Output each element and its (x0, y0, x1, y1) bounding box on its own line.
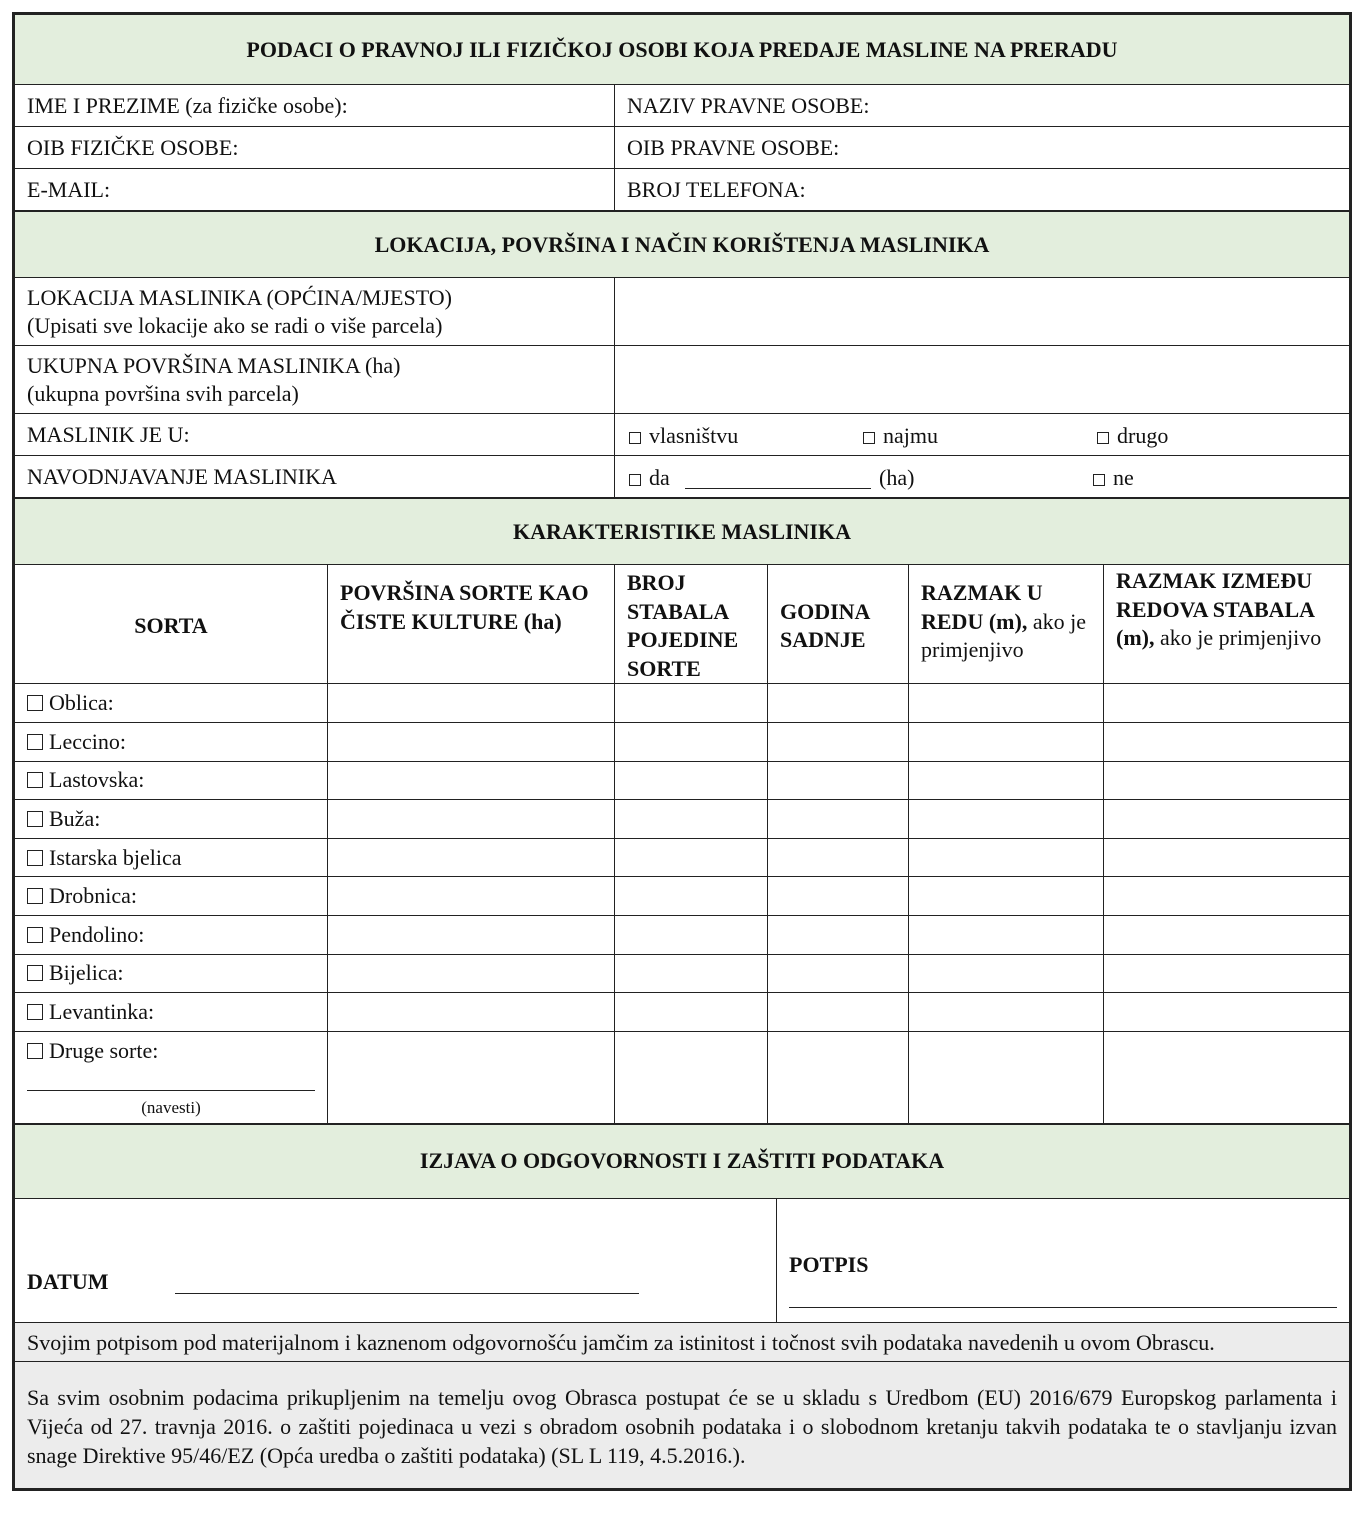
cell[interactable] (328, 954, 615, 993)
variety-row (15, 722, 1350, 761)
checkbox-icon[interactable] (863, 432, 875, 444)
cell[interactable] (909, 1031, 1104, 1123)
variety-rows (15, 684, 1350, 1031)
date-input[interactable] (175, 1293, 639, 1294)
variety-row (15, 954, 1350, 993)
area-input[interactable] (615, 346, 1350, 414)
variety-label: Oblica: (49, 690, 114, 716)
cell[interactable] (909, 877, 1104, 916)
cell[interactable] (615, 877, 768, 916)
cell[interactable] (1104, 838, 1350, 877)
cell[interactable] (1104, 915, 1350, 954)
irrigation-ha-input[interactable] (685, 468, 871, 489)
cell[interactable] (1104, 954, 1350, 993)
date-label: DATUM (27, 1268, 109, 1294)
section-declaration (14, 1124, 1350, 1489)
header-rest: ako je primjenjivo (1159, 625, 1322, 651)
ownership-options (615, 414, 1350, 456)
cell[interactable] (615, 722, 768, 761)
ha-unit: (ha) (879, 465, 915, 490)
variety-row (15, 761, 1350, 800)
cell[interactable] (328, 722, 615, 761)
cell[interactable] (768, 1031, 909, 1123)
checkbox-icon[interactable] (629, 432, 641, 444)
cell[interactable] (1104, 877, 1350, 916)
cell[interactable] (768, 684, 909, 723)
location-label-note: (Upisati sve lokacije ako se radi o više parcela) (27, 312, 443, 338)
email-field[interactable]: E-MAIL: (15, 169, 615, 211)
section-title-location: LOKACIJA, POVRŠINA I NAČIN KORIŠTENJA MASLINIKA (15, 212, 1350, 278)
cell[interactable] (768, 800, 909, 839)
cell[interactable] (615, 993, 768, 1032)
col-header-sorta: SORTA (15, 565, 328, 684)
cell[interactable] (615, 1031, 768, 1123)
col-header-razmak-red (909, 565, 1104, 684)
cell[interactable] (615, 838, 768, 877)
variety-row (15, 684, 1350, 723)
cell[interactable] (328, 1031, 615, 1123)
cell[interactable] (1104, 993, 1350, 1032)
variety-label: Drobnica: (49, 883, 137, 909)
cell[interactable] (328, 877, 615, 916)
cell[interactable] (909, 838, 1104, 877)
variety-label: Buža: (49, 805, 101, 831)
variety-cell[interactable] (15, 993, 328, 1032)
col-header-povrsina: POVRŠINA SORTE KAO ČISTE KULTURE (ha) (328, 565, 615, 684)
variety-cell[interactable] (15, 800, 328, 839)
cell[interactable] (768, 954, 909, 993)
navesti-note: (navesti) (141, 1097, 201, 1117)
variety-row (15, 877, 1350, 916)
cell[interactable] (615, 684, 768, 723)
olive-processing-form (12, 12, 1352, 1491)
cell[interactable] (768, 761, 909, 800)
signature-label: POTPIS (789, 1251, 869, 1277)
cell[interactable] (909, 954, 1104, 993)
option-label: Druge sorte: (49, 1037, 159, 1063)
checkbox-icon[interactable] (27, 734, 43, 750)
section-characteristics (14, 498, 1350, 1124)
option-label: drugo (1117, 423, 1169, 448)
variety-label: Istarska bjelica (49, 844, 182, 870)
cell[interactable] (1104, 1031, 1350, 1123)
area-label (15, 346, 615, 414)
cell[interactable] (328, 915, 615, 954)
variety-label: Leccino: (49, 728, 126, 754)
variety-row (15, 800, 1350, 839)
checkbox-icon[interactable] (27, 811, 43, 827)
col-header-godina: GODINA SADNJE (768, 565, 909, 684)
variety-row (15, 915, 1350, 954)
cell[interactable] (768, 993, 909, 1032)
cell[interactable] (909, 684, 1104, 723)
cell[interactable] (1104, 684, 1350, 723)
location-label-main: LOKACIJA MASLINIKA (OPĆINA/MJESTO) (27, 285, 452, 310)
other-varieties-cell (15, 1031, 328, 1123)
checkbox-icon[interactable] (27, 965, 43, 981)
section-title-declaration: IZJAVA O ODGOVORNOSTI I ZAŠTITI PODATAKA (15, 1124, 1350, 1198)
checkbox-icon[interactable] (1093, 474, 1105, 486)
checkbox-icon[interactable] (27, 850, 43, 866)
cell[interactable] (328, 838, 615, 877)
checkbox-icon[interactable] (1097, 432, 1109, 444)
cell[interactable] (768, 915, 909, 954)
other-varieties-option[interactable] (27, 1038, 315, 1064)
checkbox-icon[interactable] (27, 1043, 43, 1059)
header-bold: RAZMAK U REDU (m), (921, 580, 1043, 634)
cell[interactable] (768, 838, 909, 877)
variety-cell[interactable] (15, 761, 328, 800)
date-cell (15, 1198, 777, 1322)
option-label: vlasništvu (649, 423, 739, 448)
variety-row (15, 993, 1350, 1032)
cell[interactable] (1104, 761, 1350, 800)
cell[interactable] (328, 684, 615, 723)
cell[interactable] (328, 993, 615, 1032)
header-bold: RAZMAK IZMEĐU REDOVA STABALA (m), (1116, 568, 1314, 651)
option-drugo[interactable] (1097, 423, 1168, 449)
cell[interactable] (768, 877, 909, 916)
variety-label: Lastovska: (49, 767, 145, 793)
checkbox-icon[interactable] (27, 695, 43, 711)
option-vlasnistvu[interactable] (629, 423, 738, 449)
cell[interactable] (909, 993, 1104, 1032)
cell[interactable] (909, 915, 1104, 954)
variety-cell[interactable] (15, 722, 328, 761)
signature-cell (777, 1198, 1350, 1322)
cell[interactable] (768, 722, 909, 761)
signature-input[interactable] (789, 1307, 1337, 1308)
legal-name-field[interactable]: NAZIV PRAVNE OSOBE: (615, 85, 1350, 127)
cell[interactable] (909, 761, 1104, 800)
checkbox-icon[interactable] (27, 888, 43, 904)
checkbox-icon[interactable] (27, 1004, 43, 1020)
section-personal-data (14, 14, 1350, 211)
ownership-label: MASLINIK JE U: (15, 414, 615, 456)
checkbox-icon[interactable] (629, 474, 641, 486)
variety-label: Levantinka: (49, 998, 155, 1024)
cell[interactable] (1104, 722, 1350, 761)
other-varieties-row (15, 1031, 1350, 1123)
irrigation-label: NAVODNJAVANJE MASLINIKA (15, 456, 615, 498)
option-label: da (649, 465, 670, 490)
option-da[interactable] (629, 465, 670, 491)
checkbox-icon[interactable] (27, 772, 43, 788)
liability-statement: Svojim potpisom pod materijalnom i kaznenom odgovornošću jamčim za istinitost i točnost svih podataka navedenih u ovom Obrascu. (15, 1322, 1350, 1362)
cell[interactable] (615, 761, 768, 800)
variety-cell[interactable] (15, 684, 328, 723)
cell[interactable] (909, 800, 1104, 839)
name-field[interactable]: IME I PREZIME (za fizičke osobe): (15, 85, 615, 127)
cell[interactable] (615, 954, 768, 993)
variety-cell[interactable] (15, 954, 328, 993)
oib-person-field[interactable]: OIB FIZIČKE OSOBE: (15, 127, 615, 169)
option-najmu[interactable] (863, 423, 938, 449)
gdpr-statement: Sa svim osobnim podacima prikupljenim na temelju ovog Obrasca postupat će se u skladu s Uredbom (EU) 2016/679 Europskog parlamenta i Vijeća od 27. travnja 2016. o zaštiti pojedinaca u vezi s obradom osobnih podataka i o slobodnom kretanju takvih podataka te o stavljanju izvan snage Direktive 95/46/EZ (Opća uredba o zaštiti podataka) (SL L 119, 4.5.2016.). (15, 1362, 1350, 1489)
variety-row (15, 838, 1350, 877)
variety-cell[interactable] (15, 877, 328, 916)
col-header-razmak-redova (1104, 565, 1350, 684)
location-input[interactable] (615, 278, 1350, 346)
cell[interactable] (615, 915, 768, 954)
variety-cell[interactable] (15, 838, 328, 877)
location-label (15, 278, 615, 346)
phone-field[interactable]: BROJ TELEFONA: (615, 169, 1350, 211)
cell[interactable] (1104, 800, 1350, 839)
section-location (14, 211, 1350, 498)
section-title-personal: PODACI O PRAVNOJ ILI FIZIČKOJ OSOBI KOJA PREDAJE MASLINE NA PRERADU (15, 15, 1350, 85)
col-header-broj: BROJ STABALA POJEDINE SORTE (615, 565, 768, 684)
option-ne[interactable] (1093, 465, 1134, 491)
other-varieties-input[interactable] (27, 1090, 315, 1091)
area-label-main: UKUPNA POVRŠINA MASLINIKA (ha) (27, 353, 401, 378)
variety-label: Pendolino: (49, 921, 145, 947)
cell[interactable] (909, 722, 1104, 761)
checkbox-icon[interactable] (27, 927, 43, 943)
area-label-note: (ukupna površina svih parcela) (27, 380, 299, 406)
option-label: najmu (883, 423, 938, 448)
cell[interactable] (328, 800, 615, 839)
section-title-characteristics: KARAKTERISTIKE MASLINIKA (15, 499, 1350, 565)
variety-label: Bijelica: (49, 960, 124, 986)
option-label: ne (1113, 465, 1134, 490)
variety-cell[interactable] (15, 915, 328, 954)
cell[interactable] (328, 761, 615, 800)
cell[interactable] (615, 800, 768, 839)
header-rest: ako je primjenjivo (921, 608, 1086, 663)
oib-legal-field[interactable]: OIB PRAVNE OSOBE: (615, 127, 1350, 169)
irrigation-options (615, 456, 1350, 498)
